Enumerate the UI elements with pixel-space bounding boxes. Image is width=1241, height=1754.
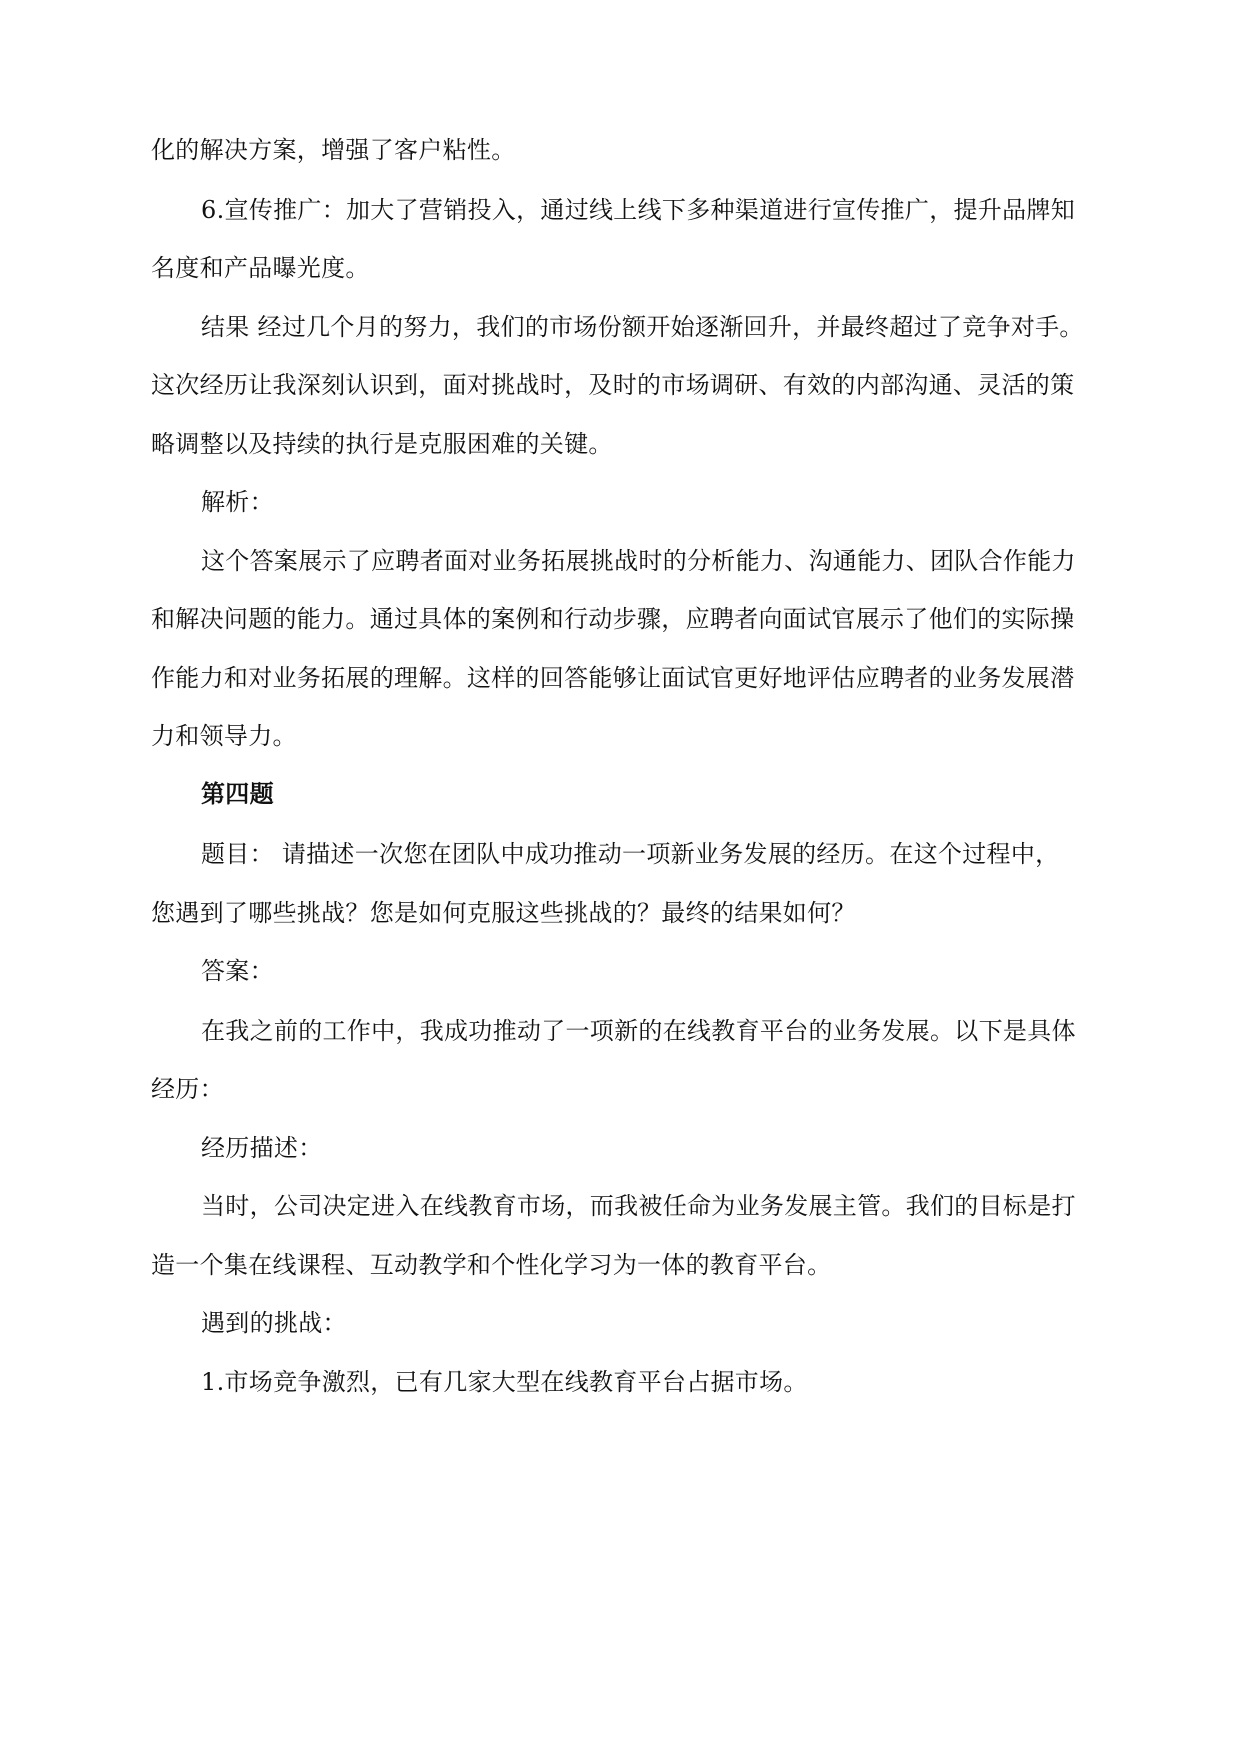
paragraph-line: 1.市场竞争激烈，已有几家大型在线教育平台占据市场。 [201, 1368, 808, 1396]
paragraph-line: 经历： [151, 1075, 224, 1103]
paragraph-line: 解析： [201, 488, 274, 516]
paragraph-line: 和解决问题的能力。通过具体的案例和行动步骤，应聘者向面试官展示了他们的实际操 [151, 605, 1075, 633]
paragraph-line: 题目： 请描述一次您在团队中成功推动一项新业务发展的经历。在这个过程中， [201, 840, 1060, 868]
paragraph-line: 力和领导力。 [151, 722, 297, 750]
paragraph-line: 造一个集在线课程、互动教学和个性化学习为一体的教育平台。 [151, 1251, 832, 1279]
paragraph-line: 当时，公司决定进入在线教育市场，而我被任命为业务发展主管。我们的目标是打 [201, 1192, 1076, 1220]
paragraph-line: 您遇到了哪些挑战？您是如何克服这些挑战的？最终的结果如何？ [151, 899, 856, 927]
paragraph-line: 这个答案展示了应聘者面对业务拓展挑战时的分析能力、沟通能力、团队合作能力 [201, 547, 1076, 575]
paragraph-line: 遇到的挑战： [201, 1309, 347, 1337]
paragraph-line: 6.宣传推广：加大了营销投入，通过线上线下多种渠道进行宣传推广，提升品牌知 [201, 196, 1075, 224]
paragraph-line: 略调整以及持续的执行是克服困难的关键。 [151, 430, 613, 458]
paragraph-line: 经历描述： [201, 1134, 323, 1162]
paragraph-line: 这次经历让我深刻认识到，面对挑战时，及时的市场调研、有效的内部沟通、灵活的策 [151, 371, 1075, 399]
paragraph-line: 名度和产品曝光度。 [151, 254, 370, 282]
paragraph-line: 答案： [201, 957, 274, 985]
paragraph-line: 化的解决方案，增强了客户粘性。 [151, 136, 516, 164]
paragraph-line: 作能力和对业务拓展的理解。这样的回答能够让面试官更好地评估应聘者的业务发展潜 [151, 664, 1075, 692]
paragraph-line: 在我之前的工作中，我成功推动了一项新的在线教育平台的业务发展。以下是具体 [201, 1017, 1076, 1045]
section-heading: 第四题 [201, 780, 274, 808]
paragraph-line: 结果 经过几个月的努力，我们的市场份额开始逐渐回升，并最终超过了竞争对手。 [201, 313, 1084, 341]
